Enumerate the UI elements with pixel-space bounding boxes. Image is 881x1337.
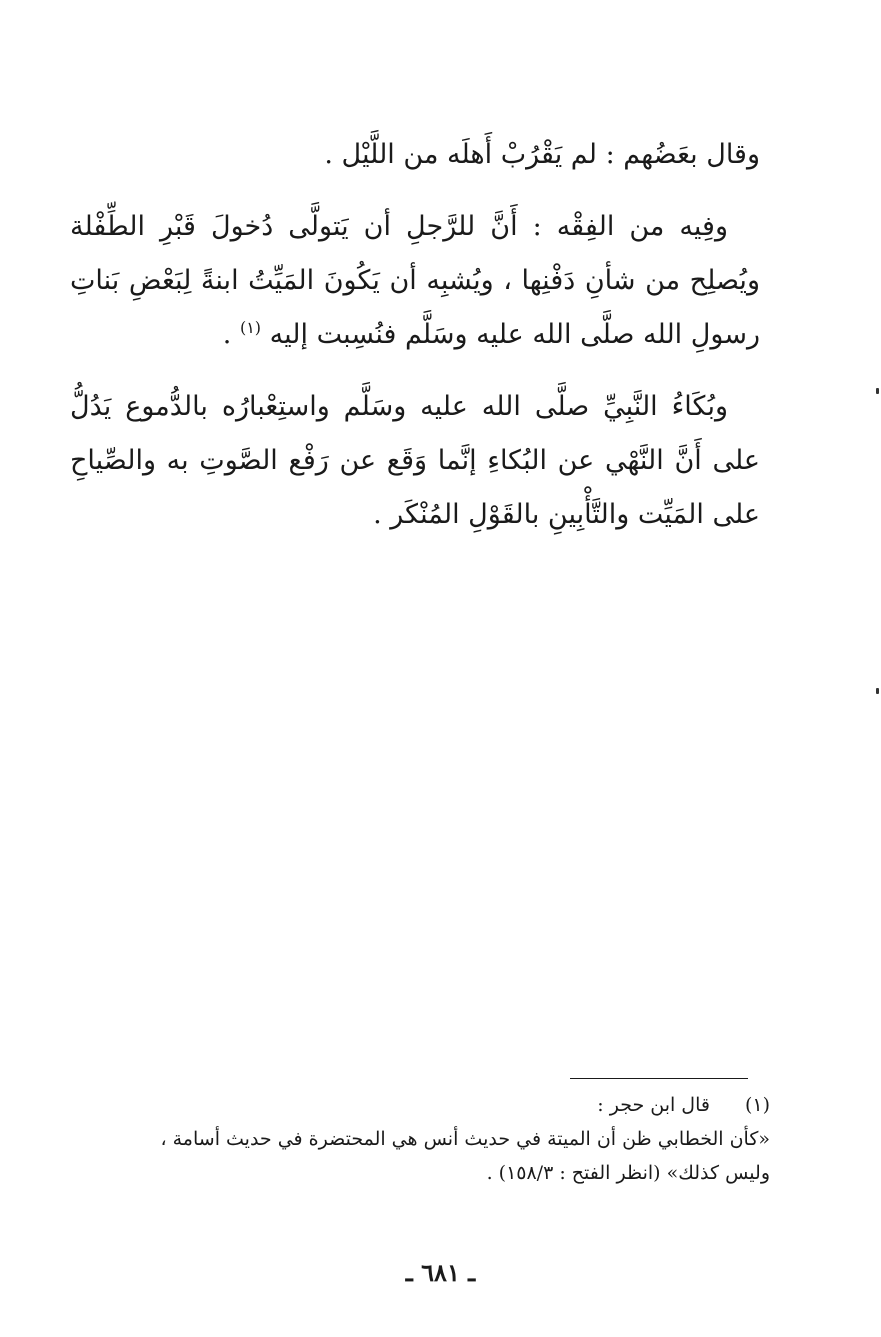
scan-speck [876, 688, 879, 694]
footnote-number: (١) [744, 1094, 770, 1116]
paragraph-2-text: وفِيه من الفِقْه : أَنَّ للرَّجلِ أن يَتولَّى دُخولَ قَبْرِ الطِّفْلة ويُصلِح من شأنِ دَفْنِها ، ويُشبِه أن يَكُونَ المَيِّتُ ابنةً لِبَعْضِ بَناتِ رسولِ الله صلَّى الله عليه وسَلَّم فنُسِبت إليه [70, 211, 760, 350]
scan-speck [876, 388, 879, 394]
footnote-line-3: وليس كذلك» (انظر الفتح : ١٥٨/٣) . [486, 1162, 770, 1184]
footnotes [80, 1088, 770, 1190]
footnote-reference[interactable]: (١) [239, 318, 262, 337]
page-number: ـ ٦٨١ ـ [405, 1258, 476, 1287]
footnote-body [80, 1088, 770, 1190]
main-text [70, 128, 760, 560]
paragraph-3-text: وبُكَاءُ النَّبِيِّ صلَّى الله عليه وسَلَّم واستِعْبارُه بالدُّموع يَدُلُّ على أَنَّ النَّهْي عن البُكاءِ إنَّما وَقَع عن رَفْع الصَّوتِ به والصِّياحِ على المَيِّت والتَّأْبِينِ بالقَوْلِ المُنْكَر . [70, 391, 760, 530]
paragraph-1 [70, 128, 760, 182]
footnote-1 [80, 1088, 770, 1190]
paragraph-1-text: وقال بعَضُهم : لم يَقْرُبْ أَهلَه من اللَّيْل . [324, 139, 760, 170]
footnote-line-1: قال ابن حجر : [597, 1094, 710, 1116]
paragraph-2-end: . [222, 319, 232, 350]
footnote-line-2: «كأن الخطابي ظن أن الميتة في حديث أنس هي المحتضرة في حديث أسامة ، [160, 1128, 770, 1150]
footnote-divider [570, 1078, 748, 1079]
paragraph-3 [70, 380, 760, 542]
paragraph-2 [70, 200, 760, 362]
